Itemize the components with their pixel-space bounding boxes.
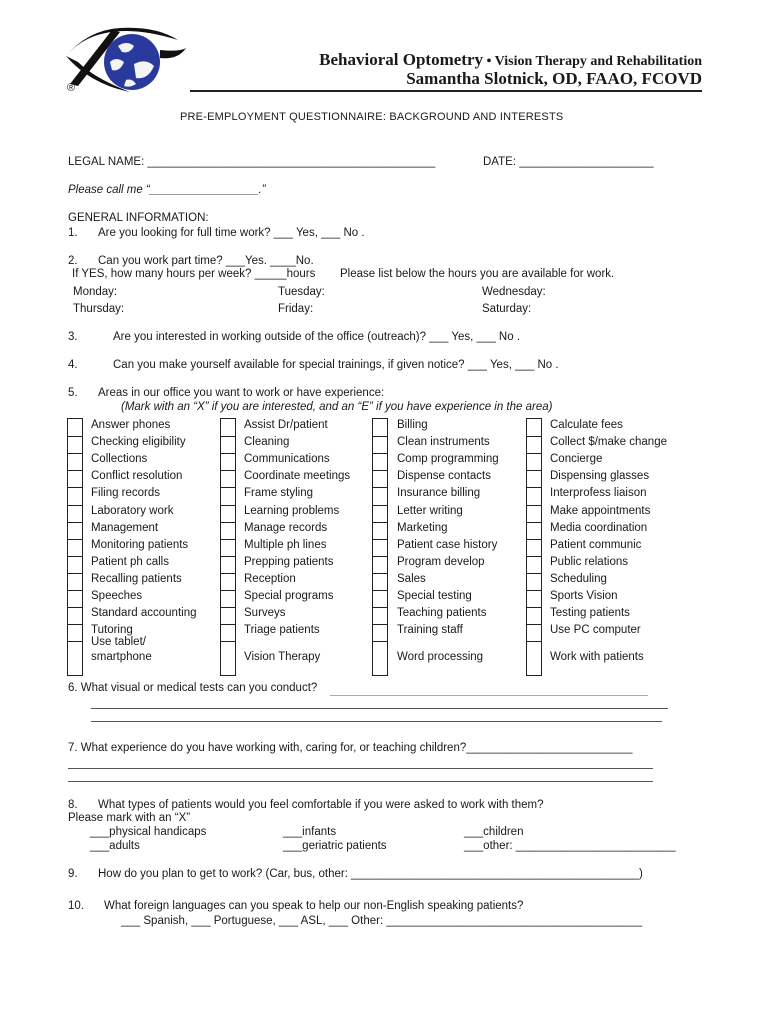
q8-option-adults[interactable]: ___adults — [90, 840, 140, 852]
area-item: Make appointments — [550, 505, 651, 517]
area-item: Answer phones — [91, 419, 171, 431]
area-item: smartphone — [91, 651, 152, 663]
area-item: Special testing — [397, 590, 472, 602]
area-item: Testing patients — [550, 607, 630, 619]
registered-mark: ® — [67, 82, 76, 94]
q10-options[interactable]: ___ Spanish, ___ Portuguese, ___ ASL, ___ Other: ________________________________________ — [121, 915, 643, 927]
area-item: Concierge — [550, 453, 603, 465]
q6-line-0[interactable] — [330, 695, 648, 696]
area-item: Dispense contacts — [397, 470, 491, 482]
practice-title — [319, 50, 702, 70]
q10-number: 10. — [68, 900, 84, 912]
call-me-field[interactable]: Please call me “_________________.” — [68, 184, 266, 196]
q1-text[interactable]: Are you looking for full time work? ___ Yes, ___ No . — [98, 227, 365, 239]
day-thursday[interactable]: Thursday: — [73, 303, 125, 315]
q2-number: 2. — [68, 255, 78, 267]
header-rule — [190, 90, 702, 92]
day-wednesday[interactable]: Wednesday: — [482, 286, 546, 298]
q9-text[interactable]: How do you plan to get to work? (Car, bus, other: _____________________________________________) — [98, 868, 643, 880]
practice-title-sub: Vision Therapy and Rehabilitation — [494, 54, 702, 69]
area-item: Public relations — [550, 556, 628, 568]
area-item: Letter writing — [397, 505, 463, 517]
form-title: PRE-EMPLOYMENT QUESTIONNAIRE: BACKGROUND AND INTERESTS — [180, 111, 564, 123]
q1-number: 1. — [68, 227, 78, 239]
q6-line-2[interactable] — [91, 721, 662, 722]
day-tuesday[interactable]: Tuesday: — [278, 286, 325, 298]
area-item: Cleaning — [244, 436, 290, 448]
area-item: Checking eligibility — [91, 436, 186, 448]
area-item: Insurance billing — [397, 487, 481, 499]
area-item: Scheduling — [550, 573, 607, 585]
checkbox-column-1[interactable] — [67, 418, 83, 676]
area-item: Collections — [91, 453, 148, 465]
area-item: Assist Dr/patient — [244, 419, 328, 431]
area-item: Speeches — [91, 590, 143, 602]
q10-text: What foreign languages can you speak to help our non-English speaking patients? — [104, 900, 524, 912]
area-item: Prepping patients — [244, 556, 334, 568]
area-item: Recalling patients — [91, 573, 182, 585]
area-item: Clean instruments — [397, 436, 490, 448]
day-friday[interactable]: Friday: — [278, 303, 314, 315]
area-item: Word processing — [397, 651, 484, 663]
title-bullet: • — [483, 54, 495, 69]
area-item: Dispensing glasses — [550, 470, 650, 482]
date-field[interactable]: DATE: _____________________ — [483, 156, 654, 168]
area-item: Coordinate meetings — [244, 470, 351, 482]
checkbox-column-3[interactable] — [372, 418, 388, 676]
area-item: Standard accounting — [91, 607, 197, 619]
q7-text[interactable]: 7. What experience do you have working with, caring for, or teaching children?__________________________ — [68, 742, 633, 754]
q8-option-children[interactable]: ___children — [464, 826, 524, 838]
area-item: Comp programming — [397, 453, 499, 465]
area-item: Monitoring patients — [91, 539, 189, 551]
q5-number: 5. — [68, 387, 78, 399]
area-item: Work with patients — [550, 651, 644, 663]
q8-option-physical[interactable]: ___physical handicaps — [90, 826, 207, 838]
q8-text: What types of patients would you feel comfortable if you were asked to work with them? — [98, 799, 544, 811]
q8-option-other[interactable]: ___other: _________________________ — [464, 840, 676, 852]
q8-option-geriatric[interactable]: ___geriatric patients — [283, 840, 387, 852]
area-item: Teaching patients — [397, 607, 487, 619]
area-item: Laboratory work — [91, 505, 174, 517]
area-item: Billing — [397, 419, 428, 431]
q7-line-2[interactable] — [68, 781, 653, 782]
day-monday[interactable]: Monday: — [73, 286, 118, 298]
area-item: Sales — [397, 573, 426, 585]
q4-number: 4. — [68, 359, 78, 371]
q3-text[interactable]: Are you interested in working outside of the office (outreach)? ___ Yes, ___ No . — [113, 331, 521, 343]
area-item: Collect $/make change — [550, 436, 667, 448]
area-item: Program develop — [397, 556, 485, 568]
area-item: Use PC computer — [550, 624, 641, 636]
area-item: Media coordination — [550, 522, 648, 534]
area-item: Sports Vision — [550, 590, 618, 602]
eye-globe-logo — [60, 22, 190, 98]
area-item: Interprofess liaison — [550, 487, 647, 499]
area-item: Training staff — [397, 624, 463, 636]
q2-hours-list: Please list below the hours you are available for work. — [340, 268, 615, 280]
q8-mark: Please mark with an “X” — [68, 812, 191, 824]
area-item: Special programs — [244, 590, 334, 602]
area-item: Patient communic — [550, 539, 642, 551]
area-item: Reception — [244, 573, 296, 585]
area-item: Management — [91, 522, 159, 534]
q5-note: (Mark with an “X” if you are interested, and an “E” if you have experience in the area) — [121, 401, 553, 413]
doctor-name: Samantha Slotnick, OD, FAAO, FCOVD — [406, 69, 702, 88]
q6-text: 6. What visual or medical tests can you conduct? — [68, 682, 318, 694]
area-item: Surveys — [244, 607, 286, 619]
area-item: Patient case history — [397, 539, 498, 551]
q9-number: 9. — [68, 868, 78, 880]
q7-line-1[interactable] — [68, 768, 653, 769]
general-info-heading: GENERAL INFORMATION: — [68, 212, 209, 224]
area-item: Vision Therapy — [244, 651, 321, 663]
practice-title-main: Behavioral Optometry — [319, 50, 484, 69]
area-item: Filing records — [91, 487, 161, 499]
area-item: Conflict resolution — [91, 470, 183, 482]
area-item: Tutoring — [91, 624, 133, 636]
area-item: Frame styling — [244, 487, 314, 499]
legal-name-field[interactable]: LEGAL NAME: _____________________________________________ — [68, 156, 436, 168]
area-item: Use tablet/ — [91, 636, 146, 648]
area-item: Triage patients — [244, 624, 320, 636]
area-item: Communications — [244, 453, 330, 465]
q8-number: 8. — [68, 799, 78, 811]
checkbox-column-4[interactable] — [526, 418, 542, 676]
checkbox-column-2[interactable] — [220, 418, 236, 676]
q2-text[interactable]: Can you work part time? ___Yes. ____No. — [98, 255, 314, 267]
q5-text: Areas in our office you want to work or have experience: — [98, 387, 385, 399]
q8-option-infants[interactable]: ___infants — [283, 826, 337, 838]
q4-text[interactable]: Can you make yourself available for special trainings, if given notice? ___ Yes, ___ No . — [113, 359, 559, 371]
area-item: Patient ph calls — [91, 556, 169, 568]
area-item: Calculate fees — [550, 419, 623, 431]
area-item: Manage records — [244, 522, 328, 534]
area-item: Multiple ph lines — [244, 539, 327, 551]
day-saturday[interactable]: Saturday: — [482, 303, 532, 315]
area-item: Learning problems — [244, 505, 340, 517]
area-item: Marketing — [397, 522, 448, 534]
q2-hours[interactable]: If YES, how many hours per week? _____hours — [72, 268, 316, 280]
q6-line-1[interactable] — [91, 708, 668, 709]
q3-number: 3. — [68, 331, 78, 343]
